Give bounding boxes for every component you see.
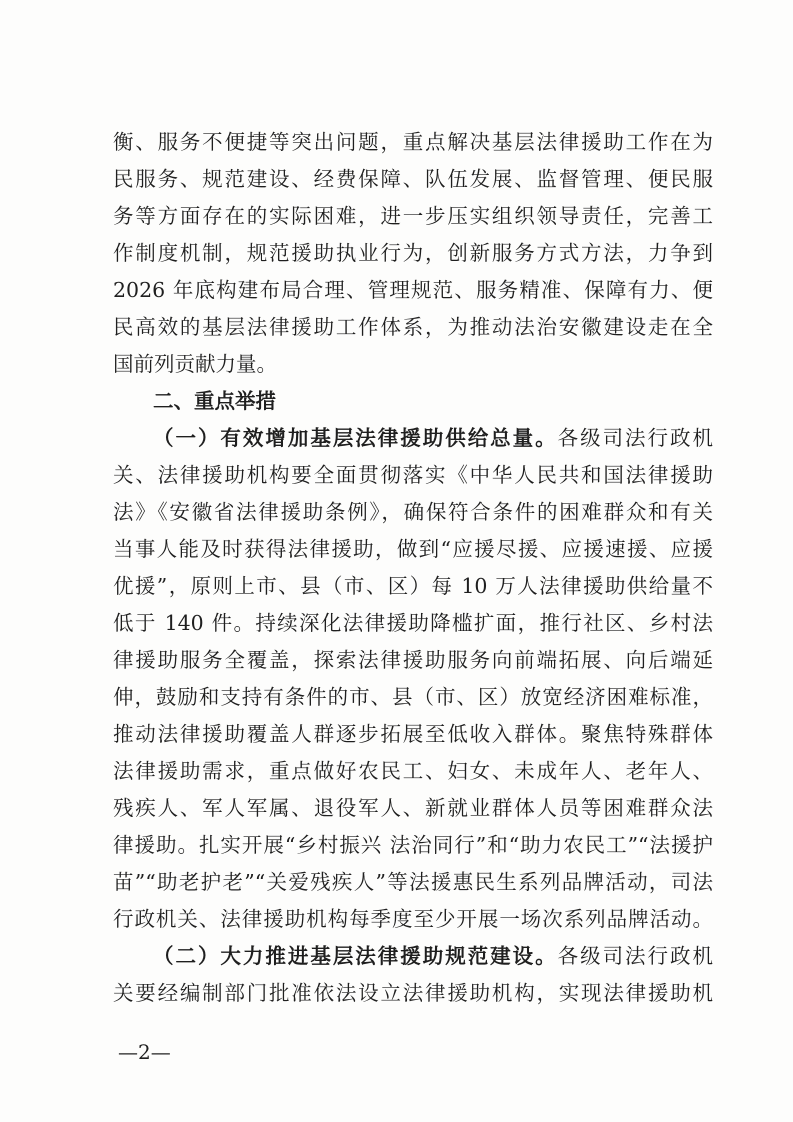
paragraph-1-first-line <box>113 420 713 457</box>
text-line: 律援助服务全覆盖，探索法律援助服务向前端拓展、向后端延 <box>113 648 713 672</box>
body-text <box>113 124 713 1012</box>
text-line: 律援助。扎实开展“乡村振兴 法治同行”和“助力农民工”“法援护 <box>113 833 713 857</box>
paragraph-1-lead-rest: 各级司法行政机 <box>557 426 713 450</box>
paragraph-2-lead-rest: 各级司法行政机 <box>557 944 713 968</box>
paragraph-1-lead: （一）有效增加基层法律援助供给总量。 <box>153 426 558 450</box>
text-line: 2026 年底构建布局合理、管理规范、服务精准、保障有力、便 <box>113 278 713 302</box>
text-line: 伸，鼓励和支持有条件的市、县（市、区）放宽经济困难标准， <box>113 685 713 709</box>
text-line: 推动法律援助覆盖人群逐步拓展至低收入群体。聚焦特殊群体 <box>113 722 713 746</box>
text-line: 法》《安徽省法律援助条例》，确保符合条件的困难群众和有关 <box>113 500 713 524</box>
text-line: 国前列贡献力量。 <box>113 352 277 376</box>
text-line: 作制度机制，规范援助执业行为，创新服务方式方法，力争到 <box>113 241 713 265</box>
section-heading: 二、重点举措 <box>153 389 276 413</box>
page-number: —2— <box>118 1040 171 1064</box>
text-line: 关、法律援助机构要全面贯彻落实《中华人民共和国法律援助 <box>113 463 713 487</box>
text-line: 低于 140 件。持续深化法律援助降槛扩面，推行社区、乡村法 <box>113 611 713 635</box>
text-line: 民高效的基层法律援助工作体系，为推动法治安徽建设走在全 <box>113 315 713 339</box>
text-line: 当事人能及时获得法律援助，做到“应援尽援、应援速援、应援 <box>113 537 713 561</box>
text-line: 苗”“助老护老”“关爱残疾人”等法援惠民生系列品牌活动，司法 <box>113 870 713 894</box>
text-line: 关要经编制部门批准依法设立法律援助机构，实现法律援助机 <box>113 981 713 1005</box>
paragraph-2-lead: （二）大力推进基层法律援助规范建设。 <box>153 944 558 968</box>
text-line: 残疾人、军人军属、退役军人、新就业群体人员等困难群众法 <box>113 796 713 820</box>
text-line: 衡、服务不便捷等突出问题，重点解决基层法律援助工作在为 <box>113 130 713 154</box>
text-line: 优援”，原则上市、县（市、区）每 10 万人法律援助供给量不 <box>113 574 713 598</box>
text-line: 民服务、规范建设、经费保障、队伍发展、监督管理、便民服 <box>113 167 713 191</box>
paragraph-2-first-line <box>113 938 713 975</box>
text-line: 务等方面存在的实际困难，进一步压实组织领导责任，完善工 <box>113 204 713 228</box>
text-line: 法律援助需求，重点做好农民工、妇女、未成年人、老年人、 <box>113 759 713 783</box>
text-line: 行政机关、法律援助机构每季度至少开展一场次系列品牌活动。 <box>113 907 713 931</box>
